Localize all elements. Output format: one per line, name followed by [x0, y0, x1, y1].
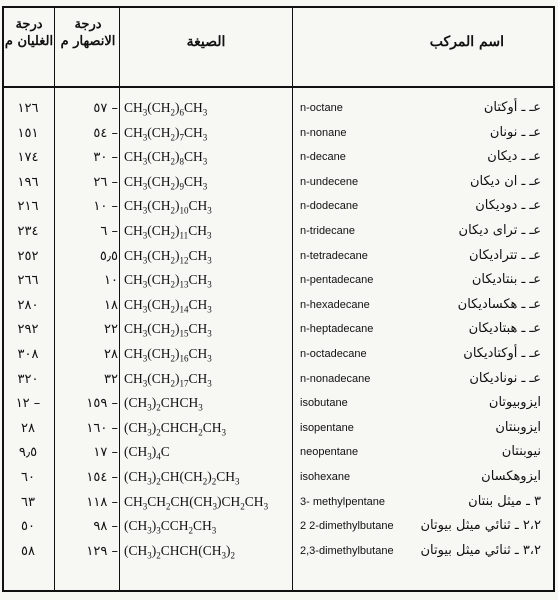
melting-point-cell: – ١١٨: [86, 494, 118, 510]
english-name-cell: n-octane: [300, 102, 343, 114]
melting-point-cell: – ٩٨: [93, 519, 118, 535]
boiling-point-cell: ٦٠: [21, 470, 35, 485]
header-compound-name: اسم المركب: [429, 34, 504, 50]
arabic-name-cell: ٣ ـ ميثل بنتان: [468, 493, 541, 509]
english-name-cell: isohexane: [300, 471, 351, 483]
formula-cell: $CH_3(CH_2)_{17}CH_3$: [124, 370, 212, 389]
formula-cell: $CH_3(CH_2)_7CH_3$: [124, 124, 208, 143]
formula-cell: $(CH_3)_2CHCH_3$: [124, 395, 203, 413]
melting-point-cell: ١٠: [104, 273, 118, 289]
boiling-point-cell: ٢٦٦: [17, 273, 39, 289]
formula-cell: $CH_3CH_2CH(CH_3)CH_2CH_3$: [124, 493, 269, 512]
header-boiling-point: درجة الغليان م: [4, 17, 54, 49]
english-name-cell: neopentane: [300, 446, 359, 459]
melting-point-cell: ٥٫٥: [99, 248, 118, 264]
melting-point-cell: – ١٢٩: [86, 543, 118, 559]
arabic-name-cell: عـ ـ بنتاديكان: [471, 272, 541, 288]
boiling-point-cell: ١٥١: [17, 125, 39, 141]
boiling-point-cell: ٥٨: [21, 543, 35, 559]
boiling-point-cell: ٩٫٥: [18, 445, 38, 461]
table-row: [4, 246, 553, 270]
melting-point-cell: – ١٥٤: [86, 470, 118, 485]
formula-cell: $CH_3(CH_2)_{14}CH_3$: [124, 296, 212, 315]
arabic-name-cell: عـ ـ أوكتاديكان: [463, 346, 541, 361]
boiling-point-cell: ٢٥٢: [17, 248, 39, 264]
table-row: [4, 344, 553, 368]
boiling-point-cell: ١٢ –: [15, 396, 41, 412]
melting-point-cell: ١٨: [104, 297, 118, 313]
formula-cell: $(CH_3)_2CHCH_2CH_3$: [124, 419, 227, 438]
english-name-cell: n-hexadecane: [300, 298, 370, 311]
formula-cell: $CH_3(CH_2)_{13}CH_3$: [124, 272, 212, 290]
table-row: [4, 467, 553, 491]
arabic-name-cell: ايزوبيوتان: [488, 395, 541, 411]
table-row: [4, 541, 553, 565]
melting-point-cell: ٣٢: [104, 371, 118, 387]
english-name-cell: 2,3-dimethylbutane: [300, 544, 394, 557]
boiling-point-cell: ٢٨: [21, 420, 35, 436]
table-row: [4, 418, 553, 442]
english-name-cell: n-tetradecane: [300, 249, 368, 262]
formula-cell: $CH_3(CH_2)_8CH_3$: [124, 149, 208, 167]
melting-point-cell: – ١٦٠: [86, 420, 118, 436]
english-name-cell: 3- methylpentane: [300, 495, 385, 508]
table-row: [4, 393, 553, 417]
boiling-point-cell: ٢٩٢: [17, 322, 39, 338]
formula-cell: $CH_3(CH_2)_{11}CH_3$: [124, 223, 212, 241]
melting-point-cell: – ١٧: [93, 445, 118, 461]
table-row: [4, 123, 553, 147]
formula-cell: $CH_3(CH_2)_{10}CH_3$: [124, 198, 212, 217]
melting-point-cell: – ١٥٩: [86, 396, 118, 412]
melting-point-cell: ٢٨: [104, 347, 118, 362]
melting-point-cell: – ٥٧: [93, 101, 118, 116]
arabic-name-cell: عـ ـ تترادیکان: [468, 247, 541, 263]
boiling-point-cell: ٥٠: [21, 519, 35, 535]
table-row: [4, 516, 553, 540]
header-formula: الصيغة: [186, 34, 226, 50]
arabic-name-cell: عـ ـ دوديكان: [475, 198, 541, 214]
formula-cell: $(CH_3)_2CH(CH_2)_2CH_3$: [124, 469, 240, 487]
melting-point-cell: – ٥٤: [93, 125, 118, 141]
formula-cell: $CH_3(CH_2)_{12}CH_3$: [124, 247, 212, 266]
english-name-cell: n-octadecane: [300, 348, 367, 360]
header-melting-point: درجة الانصهار م: [60, 17, 116, 49]
arabic-name-cell: عـ ـ نونان: [489, 124, 541, 140]
arabic-name-cell: عـ ـ نوناديكان: [469, 370, 541, 386]
table-row: [4, 442, 553, 466]
melting-point-cell: – ٣٠: [93, 150, 118, 166]
english-name-cell: n-decane: [300, 151, 346, 164]
table-row: [4, 270, 553, 294]
boiling-point-cell: ٦٣: [21, 494, 35, 510]
english-name-cell: n-tridecane: [300, 225, 356, 237]
arabic-name-cell: ايزوبنتان: [495, 419, 541, 435]
arabic-name-cell: عـ ـ ديكان: [487, 149, 541, 165]
english-name-cell: n-undecene: [300, 175, 359, 188]
boiling-point-cell: ٣٠٨: [17, 347, 39, 362]
arabic-name-cell: عـ ـ هبتاديكان: [468, 321, 541, 337]
boiling-point-cell: ١٢٦: [17, 101, 39, 116]
melting-point-cell: – ١٠: [93, 199, 118, 215]
arabic-name-cell: عـ ـ تراى ديكان: [458, 223, 541, 238]
english-name-cell: n-nonane: [300, 126, 347, 139]
formula-cell: $(CH_3)_4C$: [124, 444, 170, 463]
formula-cell: $CH_3(CH_2)_{15}CH_3$: [124, 321, 212, 340]
melting-point-cell: – ٢٦: [93, 174, 118, 190]
alkanes-table: [2, 6, 555, 592]
melting-point-cell: – ٦: [100, 224, 118, 239]
boiling-point-cell: ١٩٦: [17, 174, 39, 190]
table-row: [4, 98, 553, 122]
english-name-cell: isopentane: [300, 421, 354, 434]
table-row: [4, 221, 553, 245]
arabic-name-cell: ٣،٢ ـ ثنائي ميثل بيوتان: [420, 542, 541, 558]
arabic-name-cell: عـ ـ أوكتان: [483, 100, 541, 115]
arabic-name-cell: ٢،٢ ـ ثنائي ميثل بيوتان: [420, 518, 541, 534]
table-row: [4, 492, 553, 516]
melting-point-cell: ٢٢: [104, 322, 118, 338]
table-row: [4, 172, 553, 196]
arabic-name-cell: ايزوهكسان: [481, 469, 541, 484]
english-name-cell: n-heptadecane: [300, 323, 374, 336]
english-name-cell: n-pentadecane: [300, 274, 374, 287]
formula-cell: $(CH_3)_3CCH_2CH_3$: [124, 518, 217, 536]
formula-cell: $CH_3(CH_2)_9CH_3$: [124, 173, 208, 192]
boiling-point-cell: ٢٣٤: [17, 224, 39, 239]
header-divider: [4, 86, 553, 88]
arabic-name-cell: عـ ـ هكساديكان: [457, 296, 541, 312]
boiling-point-cell: ٢٨٠: [17, 297, 39, 313]
english-name-cell: n-nonadecane: [300, 372, 371, 385]
arabic-name-cell: عـ ـ ان ديكان: [469, 173, 541, 189]
boiling-point-cell: ١٧٤: [17, 150, 39, 166]
table-row: [4, 196, 553, 220]
formula-cell: $(CH_3)_2CHCH(CH_3)_2$: [124, 542, 236, 561]
arabic-name-cell: نيوبنتان: [501, 444, 541, 460]
english-name-cell: 2 2-dimethylbutane: [300, 520, 394, 533]
english-name-cell: isobutane: [300, 397, 348, 410]
english-name-cell: n-dodecane: [300, 200, 359, 213]
formula-cell: $CH_3(CH_2)_6CH_3$: [124, 100, 208, 118]
table-row: [4, 369, 553, 393]
table-row: [4, 319, 553, 343]
boiling-point-cell: ٣٢٠: [17, 371, 39, 387]
formula-cell: $CH_3(CH_2)_{16}CH_3$: [124, 346, 212, 364]
table-row: [4, 295, 553, 319]
boiling-point-cell: ٢١٦: [17, 199, 39, 215]
table-row: [4, 147, 553, 171]
